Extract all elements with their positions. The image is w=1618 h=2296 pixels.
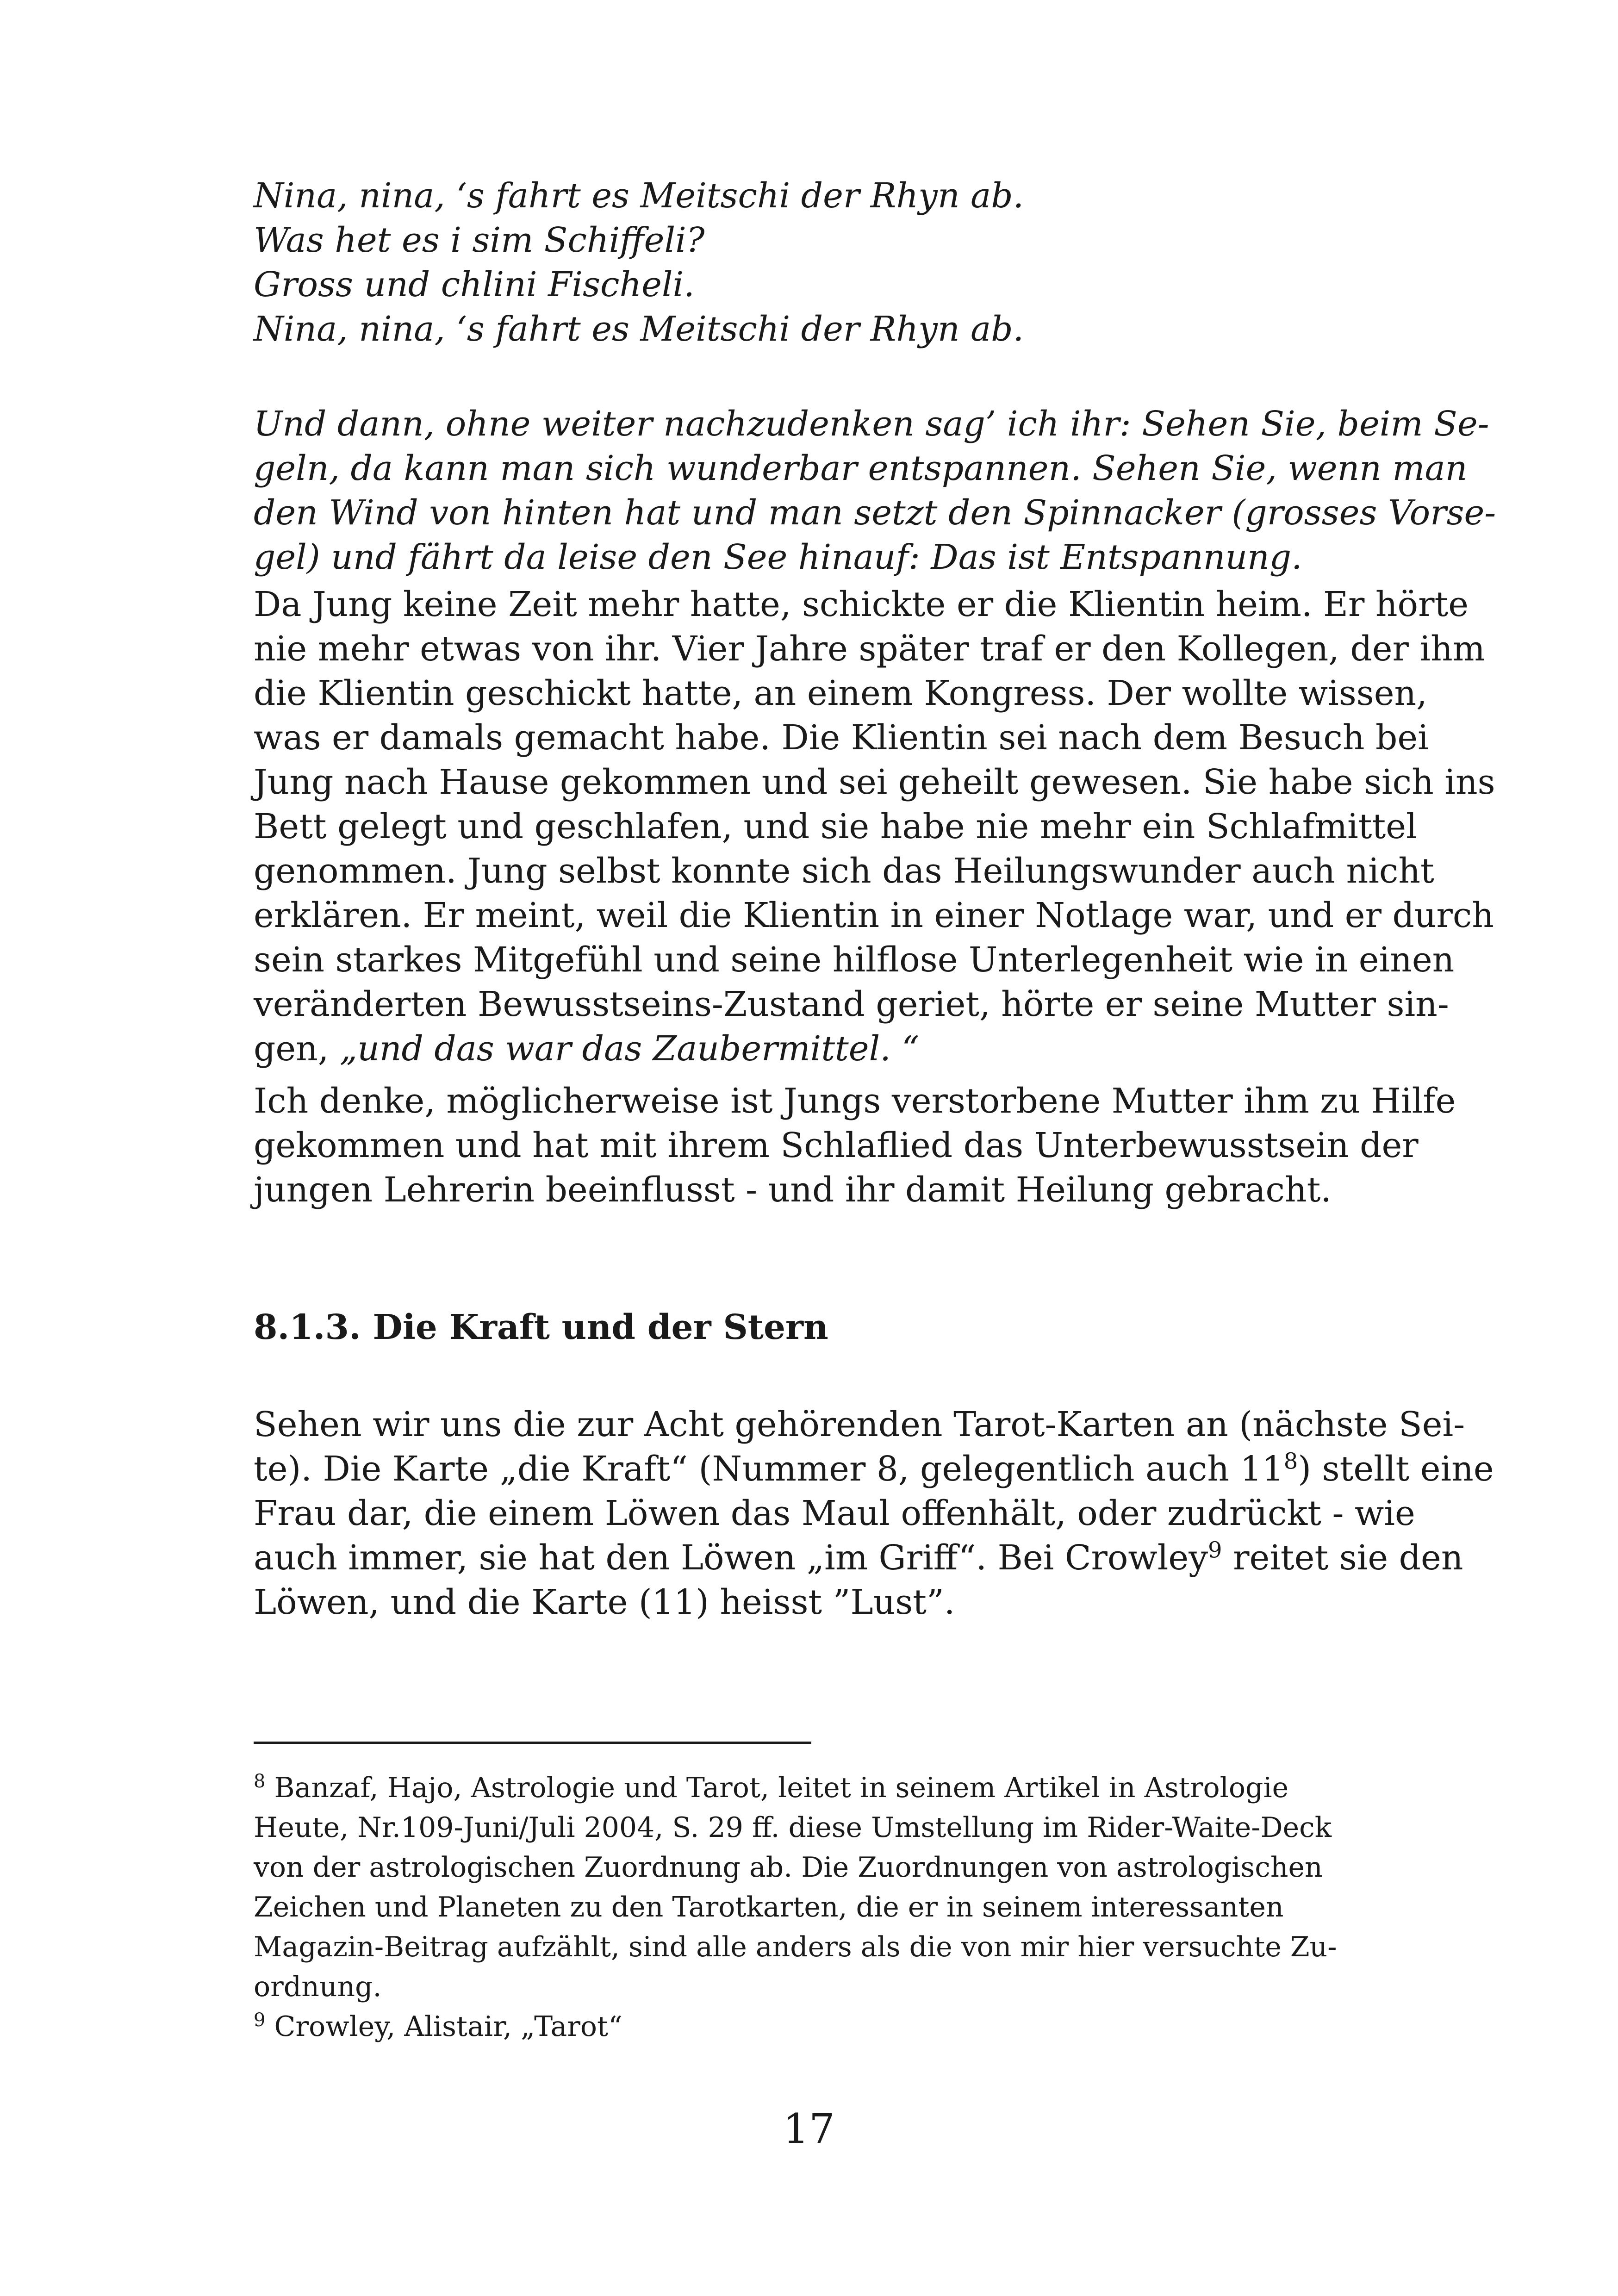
footnote-ref-9[interactable]: 9 <box>1208 1537 1222 1563</box>
footnote-marker-8: 8 <box>254 1771 266 1792</box>
poem-line: Gross und chlini Fischeli. <box>254 265 695 305</box>
footnote-divider <box>254 1742 811 1744</box>
footnote-8-line: Magazin-Beitrag aufzählt, sind alle anders als die von mir hier versuchte Zu- <box>254 1931 1337 1963</box>
body-line: die Klientin geschickt hatte, an einem Kongress. Der wollte wissen, <box>254 673 1427 713</box>
body-paragraph-1 <box>254 582 1495 1071</box>
italic-quote: „und das war das Zaubermittel. “ <box>339 1029 920 1069</box>
footnote-8-line: Heute, Nr.109-Juni/Juli 2004, S. 29 ff. diese Umstellung im Rider-Waite-Deck <box>254 1811 1332 1844</box>
body-line: sein starkes Mitgefühl und seine hilflose Unterlegenheit wie in einen <box>254 940 1455 980</box>
footnote-9-line <box>254 2007 1383 2047</box>
body-line: nie mehr etwas von ihr. Vier Jahre später traf er den Kollegen, der ihm <box>254 629 1485 669</box>
tarot-paragraph <box>254 1402 1494 1624</box>
body-line <box>254 1447 1494 1491</box>
body-line: Da Jung keine Zeit mehr hatte, schickte er die Klientin heim. Er hörte <box>254 585 1469 624</box>
body-line: was er damals gemacht habe. Die Klientin sei nach dem Besuch bei <box>254 718 1429 758</box>
footnote-8-line: ordnung. <box>254 1971 382 2003</box>
body-line: gekommen und hat mit ihrem Schlaflied das Unterbewusstsein der <box>254 1126 1419 1165</box>
quote-line: geln, da kann man sich wunderbar entspannen. Sehen Sie, wenn man <box>254 448 1468 488</box>
body-line: veränderten Bewusstseins-Zustand geriet, hörte er seine Mutter sin- <box>254 984 1449 1024</box>
body-line: jungen Lehrerin beeinflusst - und ihr damit Heilung gebracht. <box>254 1170 1332 1210</box>
body-line: Frau dar, die einem Löwen das Maul offenhält, oder zudrückt - wie <box>254 1493 1415 1533</box>
footnote-8-line: von der astrologischen Zuordnung ab. Die Zuordnungen von astrologischen <box>254 1851 1323 1884</box>
poem-line: Was het es i sim Schiffeli? <box>254 220 705 260</box>
quote-line: Und dann, ohne weiter nachzudenken sag’ ich ihr: Sehen Sie, beim Se- <box>254 404 1489 444</box>
poem-line: Nina, nina, ‘s fahrt es Meitschi der Rhyn ab. <box>254 309 1024 349</box>
body-text: auch immer, sie hat den Löwen „im Griff“. Bei Crowley <box>254 1538 1208 1578</box>
quote-line: den Wind von hinten hat und man setzt den Spinnacker (grosses Vorse- <box>254 493 1496 533</box>
body-paragraph-2 <box>254 1079 1456 1212</box>
footnotes <box>254 1768 1383 2047</box>
body-line <box>254 1536 1463 1580</box>
footnote-marker-9: 9 <box>254 2010 266 2031</box>
footnote-text: Banzaf, Hajo, Astrologie und Tarot, leitet in seinem Artikel in Astrologie <box>265 1772 1289 1804</box>
italic-quote-paragraph <box>254 402 1496 579</box>
footnote-8-line <box>254 1768 1383 1808</box>
section-heading: 8.1.3. Die Kraft und der Stern <box>254 1307 828 1347</box>
body-line: Jung nach Hause gekommen und sei geheilt gewesen. Sie habe sich ins <box>254 762 1495 802</box>
body-line-last <box>254 1027 1413 1071</box>
footnote-8-line: Zeichen und Planeten zu den Tarotkarten, die er in seinem interessanten <box>254 1891 1284 1923</box>
body-line: Löwen, und die Karte (11) heisst ”Lust”. <box>254 1582 955 1622</box>
poem-line: Nina, nina, ‘s fahrt es Meitschi der Rhyn ab. <box>254 176 1024 216</box>
body-text: ) stellt eine <box>1298 1449 1494 1489</box>
quote-line: gel) und fährt da leise den See hinauf: Das ist Entspannung. <box>254 537 1302 577</box>
body-text: reitet sie den <box>1222 1538 1463 1578</box>
body-line: Bett gelegt und geschlafen, und sie habe nie mehr ein Schlafmittel <box>254 807 1417 846</box>
body-text: te). Die Karte „die Kraft“ (Nummer 8, gelegentlich auch 11 <box>254 1449 1284 1489</box>
body-line: genommen. Jung selbst konnte sich das Heilungswunder auch nicht <box>254 851 1434 891</box>
footnote-ref-8[interactable]: 8 <box>1283 1448 1298 1475</box>
page-number: 17 <box>783 2105 835 2153</box>
body-text: gen, <box>254 1029 340 1069</box>
body-line: erklären. Er meint, weil die Klientin in einer Notlage war, und er durch <box>254 896 1494 935</box>
poem-verse <box>254 174 1413 351</box>
body-line: Sehen wir uns die zur Acht gehörenden Tarot-Karten an (nächste Sei- <box>254 1405 1465 1444</box>
footnote-text: Crowley, Alistair, „Tarot“ <box>265 2010 622 2043</box>
body-line: Ich denke, möglicherweise ist Jungs verstorbene Mutter ihm zu Hilfe <box>254 1081 1456 1121</box>
